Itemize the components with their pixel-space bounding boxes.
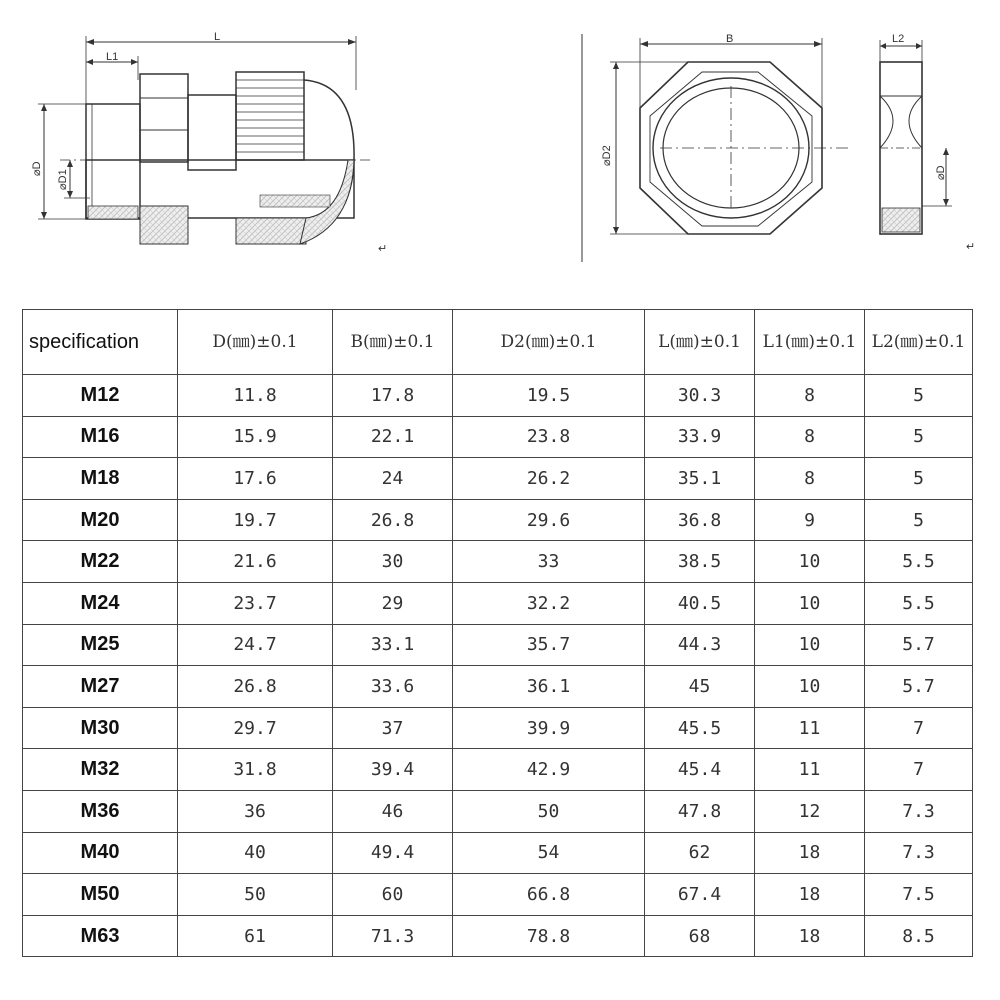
cell-spec: M25 bbox=[23, 624, 178, 666]
cell-l1: 18 bbox=[755, 874, 865, 916]
cell-l2: 5.7 bbox=[865, 666, 973, 708]
cell-l2: 5.7 bbox=[865, 624, 973, 666]
cell-d: 17.6 bbox=[178, 458, 333, 500]
cell-d: 26.8 bbox=[178, 666, 333, 708]
cell-l2: 7 bbox=[865, 707, 973, 749]
cell-d2: 54 bbox=[453, 832, 645, 874]
cell-d2: 29.6 bbox=[453, 499, 645, 541]
table-row bbox=[23, 541, 973, 583]
cell-spec: M27 bbox=[23, 666, 178, 708]
cell-spec: M18 bbox=[23, 458, 178, 500]
thread-diameter-label: ⌀D bbox=[31, 161, 43, 176]
cell-spec: M63 bbox=[23, 915, 178, 957]
cell-l1: 8 bbox=[755, 375, 865, 417]
cell-l1: 12 bbox=[755, 790, 865, 832]
header-l2: L2(㎜)±0.1 bbox=[865, 310, 973, 375]
cell-b: 60 bbox=[333, 874, 453, 916]
cell-b: 17.8 bbox=[333, 375, 453, 417]
hex-nut-front-view bbox=[610, 38, 952, 234]
header-b: B(㎜)±0.1 bbox=[333, 310, 453, 375]
nut-diameter-label: ⌀D bbox=[935, 165, 947, 180]
header-specification: specification bbox=[23, 310, 178, 375]
cell-d2: 66.8 bbox=[453, 874, 645, 916]
cell-l1: 8 bbox=[755, 416, 865, 458]
table-row bbox=[23, 707, 973, 749]
cell-l1: 10 bbox=[755, 541, 865, 583]
table-row bbox=[23, 749, 973, 791]
cell-d2: 36.1 bbox=[453, 666, 645, 708]
cell-l1: 11 bbox=[755, 749, 865, 791]
cell-l1: 10 bbox=[755, 666, 865, 708]
overall-length-label: L bbox=[214, 31, 221, 43]
cell-spec: M30 bbox=[23, 707, 178, 749]
cell-d2: 33 bbox=[453, 541, 645, 583]
cell-b: 30 bbox=[333, 541, 453, 583]
cell-l2: 5 bbox=[865, 458, 973, 500]
cell-d: 11.8 bbox=[178, 375, 333, 417]
table-row bbox=[23, 790, 973, 832]
cell-d2: 50 bbox=[453, 790, 645, 832]
cell-l1: 18 bbox=[755, 915, 865, 957]
cell-l1: 9 bbox=[755, 499, 865, 541]
hex-width-label: B bbox=[726, 33, 734, 45]
table-body bbox=[23, 375, 973, 957]
cell-d: 19.7 bbox=[178, 499, 333, 541]
cell-b: 33.6 bbox=[333, 666, 453, 708]
cell-l2: 7.3 bbox=[865, 790, 973, 832]
cell-l: 30.3 bbox=[645, 375, 755, 417]
cell-d: 61 bbox=[178, 915, 333, 957]
cell-d: 40 bbox=[178, 832, 333, 874]
cell-d: 23.7 bbox=[178, 582, 333, 624]
cell-l2: 7 bbox=[865, 749, 973, 791]
cell-l2: 5 bbox=[865, 416, 973, 458]
cell-b: 26.8 bbox=[333, 499, 453, 541]
cell-d2: 42.9 bbox=[453, 749, 645, 791]
cell-l2: 8.5 bbox=[865, 915, 973, 957]
table-row bbox=[23, 458, 973, 500]
cell-spec: M32 bbox=[23, 749, 178, 791]
cell-d2: 19.5 bbox=[453, 375, 645, 417]
cell-l1: 18 bbox=[755, 832, 865, 874]
cell-l: 44.3 bbox=[645, 624, 755, 666]
cell-spec: M12 bbox=[23, 375, 178, 417]
nut-height-label: L2 bbox=[892, 33, 905, 45]
cell-b: 24 bbox=[333, 458, 453, 500]
cell-spec: M36 bbox=[23, 790, 178, 832]
cell-l: 47.8 bbox=[645, 790, 755, 832]
across-corners-label: ⌀D2 bbox=[601, 145, 613, 166]
cell-l: 68 bbox=[645, 915, 755, 957]
cell-d: 15.9 bbox=[178, 416, 333, 458]
cell-d: 36 bbox=[178, 790, 333, 832]
cell-b: 39.4 bbox=[333, 749, 453, 791]
table-row bbox=[23, 416, 973, 458]
cell-l: 40.5 bbox=[645, 582, 755, 624]
cell-l1: 10 bbox=[755, 582, 865, 624]
technical-drawing bbox=[0, 0, 1000, 300]
header-d2: D2(㎜)±0.1 bbox=[453, 310, 645, 375]
table-row bbox=[23, 874, 973, 916]
header-d: D(㎜)±0.1 bbox=[178, 310, 333, 375]
gland-side-view bbox=[38, 36, 372, 244]
cell-d: 31.8 bbox=[178, 749, 333, 791]
cell-d2: 35.7 bbox=[453, 624, 645, 666]
cell-l1: 11 bbox=[755, 707, 865, 749]
cell-l2: 7.5 bbox=[865, 874, 973, 916]
cell-l1: 10 bbox=[755, 624, 865, 666]
table-row bbox=[23, 582, 973, 624]
cell-d2: 39.9 bbox=[453, 707, 645, 749]
cell-b: 22.1 bbox=[333, 416, 453, 458]
cell-b: 37 bbox=[333, 707, 453, 749]
table-header-row bbox=[23, 310, 973, 375]
cell-spec: M16 bbox=[23, 416, 178, 458]
cell-l: 38.5 bbox=[645, 541, 755, 583]
table-row bbox=[23, 499, 973, 541]
cell-b: 71.3 bbox=[333, 915, 453, 957]
cell-spec: M20 bbox=[23, 499, 178, 541]
header-l1: L1(㎜)±0.1 bbox=[755, 310, 865, 375]
cell-d: 24.7 bbox=[178, 624, 333, 666]
table-row bbox=[23, 375, 973, 417]
table-row bbox=[23, 915, 973, 957]
specification-table bbox=[22, 309, 973, 957]
cell-b: 33.1 bbox=[333, 624, 453, 666]
cell-d2: 26.2 bbox=[453, 458, 645, 500]
nut-length-label: L1 bbox=[106, 51, 119, 63]
cell-spec: M50 bbox=[23, 874, 178, 916]
cell-d: 50 bbox=[178, 874, 333, 916]
return-mark-left: ↵ bbox=[378, 243, 388, 255]
cell-l1: 8 bbox=[755, 458, 865, 500]
cell-l: 62 bbox=[645, 832, 755, 874]
cell-l: 33.9 bbox=[645, 416, 755, 458]
cell-l2: 5.5 bbox=[865, 541, 973, 583]
cell-l: 35.1 bbox=[645, 458, 755, 500]
cell-l: 45.4 bbox=[645, 749, 755, 791]
cell-spec: M22 bbox=[23, 541, 178, 583]
cell-d2: 23.8 bbox=[453, 416, 645, 458]
header-l: L(㎜)±0.1 bbox=[645, 310, 755, 375]
table-row bbox=[23, 666, 973, 708]
cell-l: 45.5 bbox=[645, 707, 755, 749]
cell-b: 29 bbox=[333, 582, 453, 624]
cell-d2: 78.8 bbox=[453, 915, 645, 957]
cell-l: 67.4 bbox=[645, 874, 755, 916]
cell-l: 45 bbox=[645, 666, 755, 708]
cell-spec: M24 bbox=[23, 582, 178, 624]
cell-l: 36.8 bbox=[645, 499, 755, 541]
return-mark-right: ↵ bbox=[966, 241, 976, 253]
cell-d2: 32.2 bbox=[453, 582, 645, 624]
cell-b: 46 bbox=[333, 790, 453, 832]
cell-d: 21.6 bbox=[178, 541, 333, 583]
cell-spec: M40 bbox=[23, 832, 178, 874]
table-row bbox=[23, 624, 973, 666]
technical-drawing-svg bbox=[0, 0, 1000, 300]
cell-l2: 5 bbox=[865, 375, 973, 417]
cell-d: 29.7 bbox=[178, 707, 333, 749]
cell-l2: 5.5 bbox=[865, 582, 973, 624]
cell-b: 49.4 bbox=[333, 832, 453, 874]
cell-l2: 7.3 bbox=[865, 832, 973, 874]
table-row bbox=[23, 832, 973, 874]
cell-l2: 5 bbox=[865, 499, 973, 541]
inner-diameter-label: ⌀D1 bbox=[57, 169, 69, 190]
